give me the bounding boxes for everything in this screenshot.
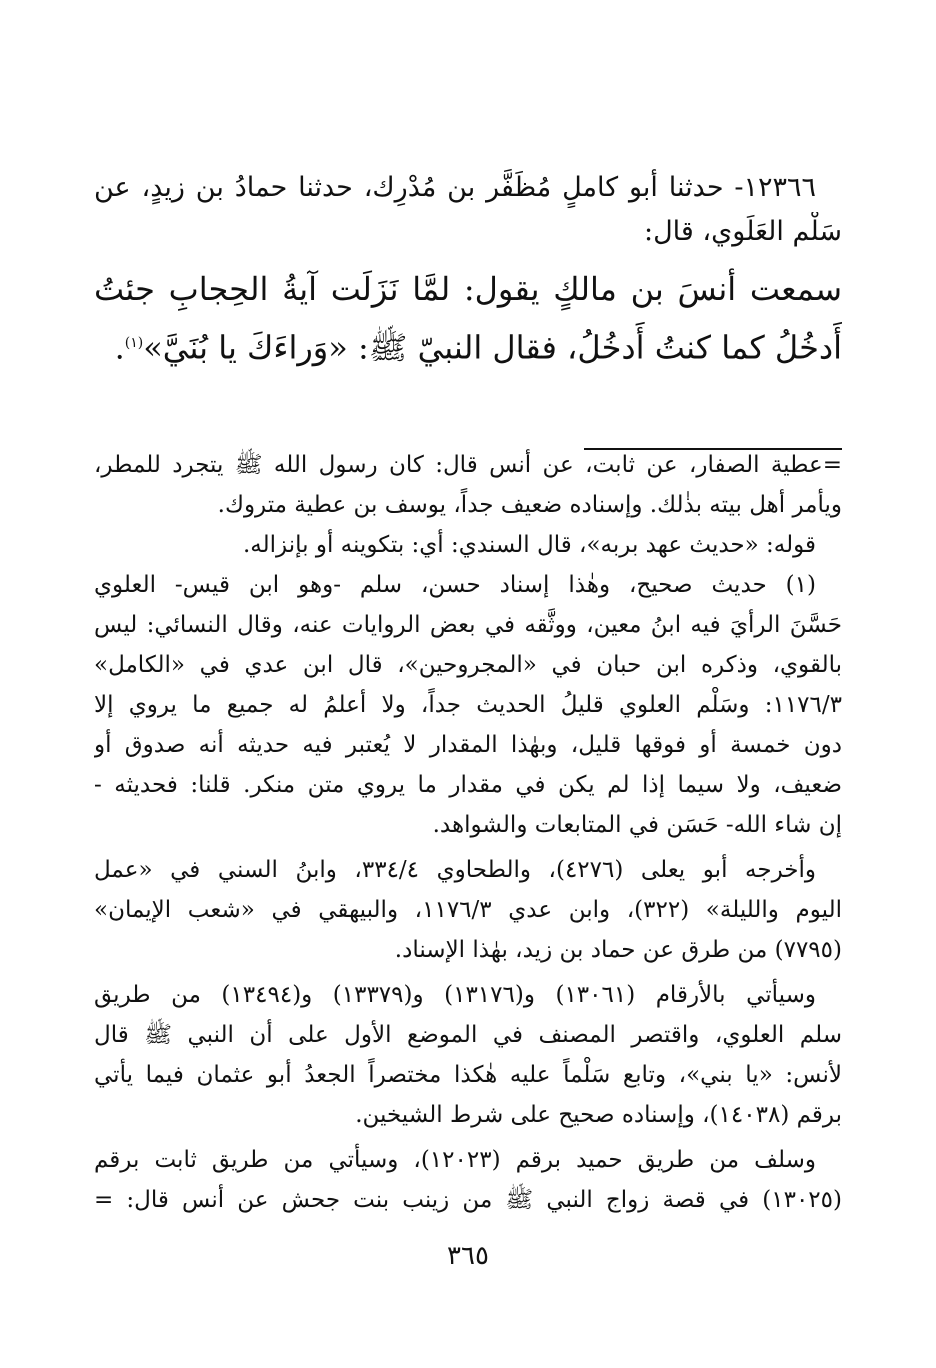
note-line: سلم العلوي، واقتصر المصنف في الموضع الأول على أن النبي ﷺ قال [94, 1022, 842, 1048]
hadith-quote-line-1: سمعت أنسَ بن مالكٍ يقول: لمَّا نَزَلَت آيةُ الحِجابِ جئتُ [94, 270, 842, 308]
hadith-line-2: سَلْم العَلَوي، قال: [643, 216, 842, 247]
footnote-1-start: (١) حديث صحيح، وهٰذا إسناد حسن، سلم -وهو ابن قيس- العلوي [94, 572, 816, 598]
hadith-quote-line-2 [94, 320, 842, 371]
note-line: وسلف من طريق حميد برقم (١٢٠٢٣)، وسيأتي من طريق ثابت برقم [94, 1147, 816, 1173]
note-line: قوله: «حديث عهد بربه»، قال السندي: أي: بتكوينه أو بإنزاله. [242, 532, 816, 558]
note-line: (٧٧٩٥) من طرق عن حماد بن زيد، بهٰذا الإسناد. [394, 937, 842, 963]
note-line: ويأمر أهل بيته بذٰلك. وإسناده ضعيف جداً، يوسف بن عطية متروك. [217, 492, 842, 518]
hadith-line-1: ١٢٣٦٦- حدثنا أبو كاملٍ مُظَفَّر بن مُدْرِك، حدثنا حمادُ بن زيدٍ، عن [94, 172, 816, 203]
note-line: بالقوي، وذكره ابن حبان في «المجروحين»، قال ابن عدي في «الكامل» [94, 652, 842, 678]
hadith-quote-text: أَدخُلُ كما كنتُ أَدخُلُ، فقال النبيّ ﷺ: «وَراءَكَ يا بُنَيَّ» [143, 328, 842, 367]
note-line: وسيأتي بالأرقام (١٣٠٦١) و(١٣١٧٦) و(١٣٣٧٩) و(١٣٤٩٤) من طريق [94, 982, 816, 1008]
note-line: لأنس: «يا بني»، وتابع سَلْماً عليه هٰكذا مختصراً الجعدُ أبو عثمان فيما يأتي [94, 1062, 842, 1088]
note-line: اليوم والليلة» (٣٢٢)، وابن عدي ١١٧٦/٣، والبيهقي في «شعب الإيمان» [94, 897, 842, 923]
note-line: (١٣٠٢٥) في قصة زواج النبي ﷺ من زينب بنت جحش عن أنس قال: = [94, 1187, 842, 1213]
page-number: ٣٦٥ [447, 1241, 489, 1271]
note-line: إن شاء الله- حَسَن في المتابعات والشواهد. [432, 812, 842, 838]
note-line: دون خمسة أو فوقها قليل، وبهٰذا المقدار لا يُعتبر فيه حديثه أنه صدوق أو [94, 732, 842, 758]
note-line: حَسَّنَ الرأيَ فيه ابنُ معين، ووثَّقه في بعض الروايات عنه، وقال النسائي: ليس [94, 612, 842, 638]
hadith-quote-end: . [114, 328, 125, 367]
note-line: وأخرجه أبو يعلى (٤٢٧٦)، والطحاوي ٣٣٤/٤، وابنُ السني في «عمل [94, 857, 817, 883]
note-line: ١١٧٦/٣: وسَلْم العلوي قليلُ الحديث جداً، ولا أعلمُ له جميع ما يروي إلا [94, 692, 842, 718]
note-line: =عطية الصفار، عن ثابت، عن أنس قال: كان رسول الله ﷺ يتجرد للمطر، [94, 452, 842, 478]
note-line: برقم (١٤٠٣٨)، وإسناده صحيح على شرط الشيخين. [355, 1102, 842, 1128]
footnote-marker: (١) [124, 335, 144, 351]
note-line: ضعيف، ولا سيما إذا لم يكن في مقدار ما يروي متن منكر. قلنا: فحديثه - [94, 772, 842, 798]
